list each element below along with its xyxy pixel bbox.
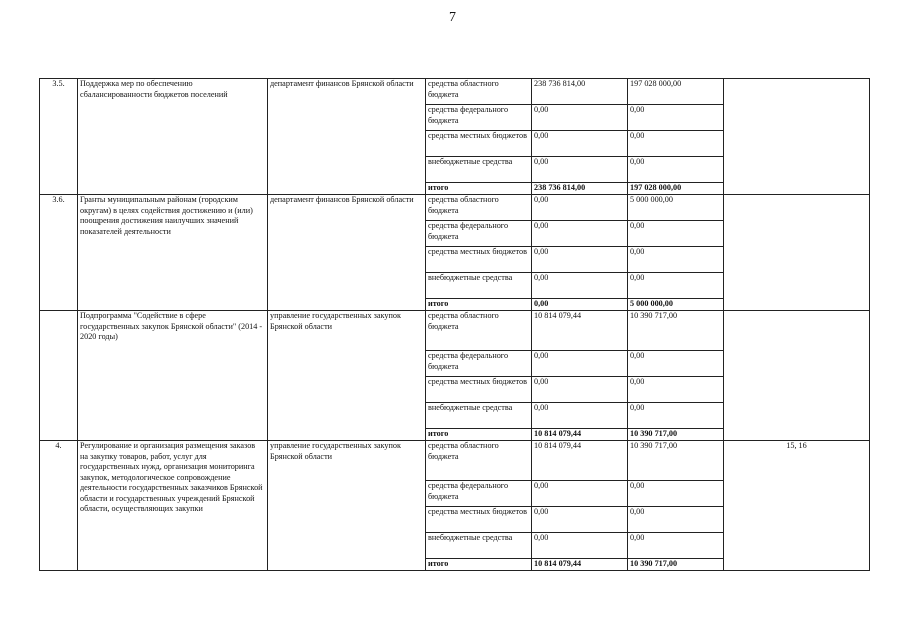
amount-second: 197 028 000,00: [628, 183, 724, 195]
funding-source: внебюджетные средства: [426, 533, 532, 559]
funding-source: итого: [426, 429, 532, 441]
amount-first: 0,00: [532, 403, 628, 429]
amount-second: 10 390 717,00: [628, 311, 724, 351]
amount-second: 0,00: [628, 533, 724, 559]
budget-table: [39, 78, 870, 571]
item-title: Регулирование и организация размещения заказов на закупку товаров, работ, услуг для государственных нужд, организация мониторинга закупок, методологическое сопровождение деятельности государственных заказчиков Брянской области и государственных учреждений Брянской области, осуществляющих закупки: [78, 441, 268, 571]
table-row: [40, 195, 870, 221]
item-executor: департамент финансов Брянской области: [268, 195, 426, 311]
funding-source: средства местных бюджетов: [426, 247, 532, 273]
amount-first: 0,00: [532, 105, 628, 131]
funding-source: средства федерального бюджета: [426, 351, 532, 377]
indicator-numbers: [724, 79, 870, 195]
amount-second: 0,00: [628, 247, 724, 273]
amount-second: 0,00: [628, 131, 724, 157]
funding-source: средства федерального бюджета: [426, 481, 532, 507]
funding-source: итого: [426, 183, 532, 195]
amount-first: 0,00: [532, 351, 628, 377]
amount-second: 5 000 000,00: [628, 195, 724, 221]
funding-source: внебюджетные средства: [426, 157, 532, 183]
item-executor: управление государственных закупок Брянской области: [268, 441, 426, 571]
funding-source: средства областного бюджета: [426, 195, 532, 221]
amount-second: 10 390 717,00: [628, 429, 724, 441]
item-executor: управление государственных закупок Брянской области: [268, 311, 426, 441]
funding-source: средства областного бюджета: [426, 311, 532, 351]
amount-first: 0,00: [532, 131, 628, 157]
amount-first: 10 814 079,44: [532, 311, 628, 351]
amount-first: 0,00: [532, 195, 628, 221]
amount-first: 238 736 814,00: [532, 79, 628, 105]
funding-source: итого: [426, 299, 532, 311]
amount-second: 197 028 000,00: [628, 79, 724, 105]
table-row: [40, 311, 870, 351]
item-number: 3.6.: [40, 195, 78, 311]
item-number: [40, 311, 78, 441]
amount-first: 0,00: [532, 481, 628, 507]
indicator-numbers: [724, 311, 870, 441]
amount-first: 10 814 079,44: [532, 429, 628, 441]
amount-second: 0,00: [628, 105, 724, 131]
amount-first: 0,00: [532, 299, 628, 311]
amount-second: 10 390 717,00: [628, 441, 724, 481]
amount-second: 0,00: [628, 481, 724, 507]
amount-first: 238 736 814,00: [532, 183, 628, 195]
amount-second: 0,00: [628, 507, 724, 533]
funding-source: итого: [426, 559, 532, 571]
indicator-numbers: 15, 16: [724, 441, 870, 571]
table-row: [40, 79, 870, 105]
amount-first: 0,00: [532, 377, 628, 403]
funding-source: средства областного бюджета: [426, 79, 532, 105]
item-number: 4.: [40, 441, 78, 571]
funding-source: средства федерального бюджета: [426, 221, 532, 247]
funding-source: средства местных бюджетов: [426, 507, 532, 533]
funding-source: средства федерального бюджета: [426, 105, 532, 131]
item-executor: департамент финансов Брянской области: [268, 79, 426, 195]
amount-second: 0,00: [628, 351, 724, 377]
amount-first: 0,00: [532, 507, 628, 533]
table-row: [40, 441, 870, 481]
amount-second: 10 390 717,00: [628, 559, 724, 571]
amount-first: 0,00: [532, 157, 628, 183]
item-title: Гранты муниципальным районам (городским округам) в целях содействия достижению и (или) поощрения достижения наилучших значений показателей деятельности: [78, 195, 268, 311]
amount-first: 0,00: [532, 221, 628, 247]
amount-second: 0,00: [628, 273, 724, 299]
funding-source: средства областного бюджета: [426, 441, 532, 481]
item-title: Поддержка мер по обеспечению сбалансированности бюджетов поселений: [78, 79, 268, 195]
amount-first: 0,00: [532, 533, 628, 559]
funding-source: средства местных бюджетов: [426, 131, 532, 157]
amount-first: 10 814 079,44: [532, 559, 628, 571]
amount-second: 5 000 000,00: [628, 299, 724, 311]
amount-second: 0,00: [628, 377, 724, 403]
page-number: 7: [449, 10, 456, 25]
funding-source: внебюджетные средства: [426, 273, 532, 299]
amount-first: 10 814 079,44: [532, 441, 628, 481]
funding-source: средства местных бюджетов: [426, 377, 532, 403]
funding-source: внебюджетные средства: [426, 403, 532, 429]
indicator-numbers: [724, 195, 870, 311]
item-number: 3.5.: [40, 79, 78, 195]
amount-first: 0,00: [532, 273, 628, 299]
amount-second: 0,00: [628, 403, 724, 429]
item-title: Подпрограмма "Содействие в сфере государственных закупок Брянской области" (2014 - 2020 годы): [78, 311, 268, 441]
amount-first: 0,00: [532, 247, 628, 273]
amount-second: 0,00: [628, 157, 724, 183]
amount-second: 0,00: [628, 221, 724, 247]
